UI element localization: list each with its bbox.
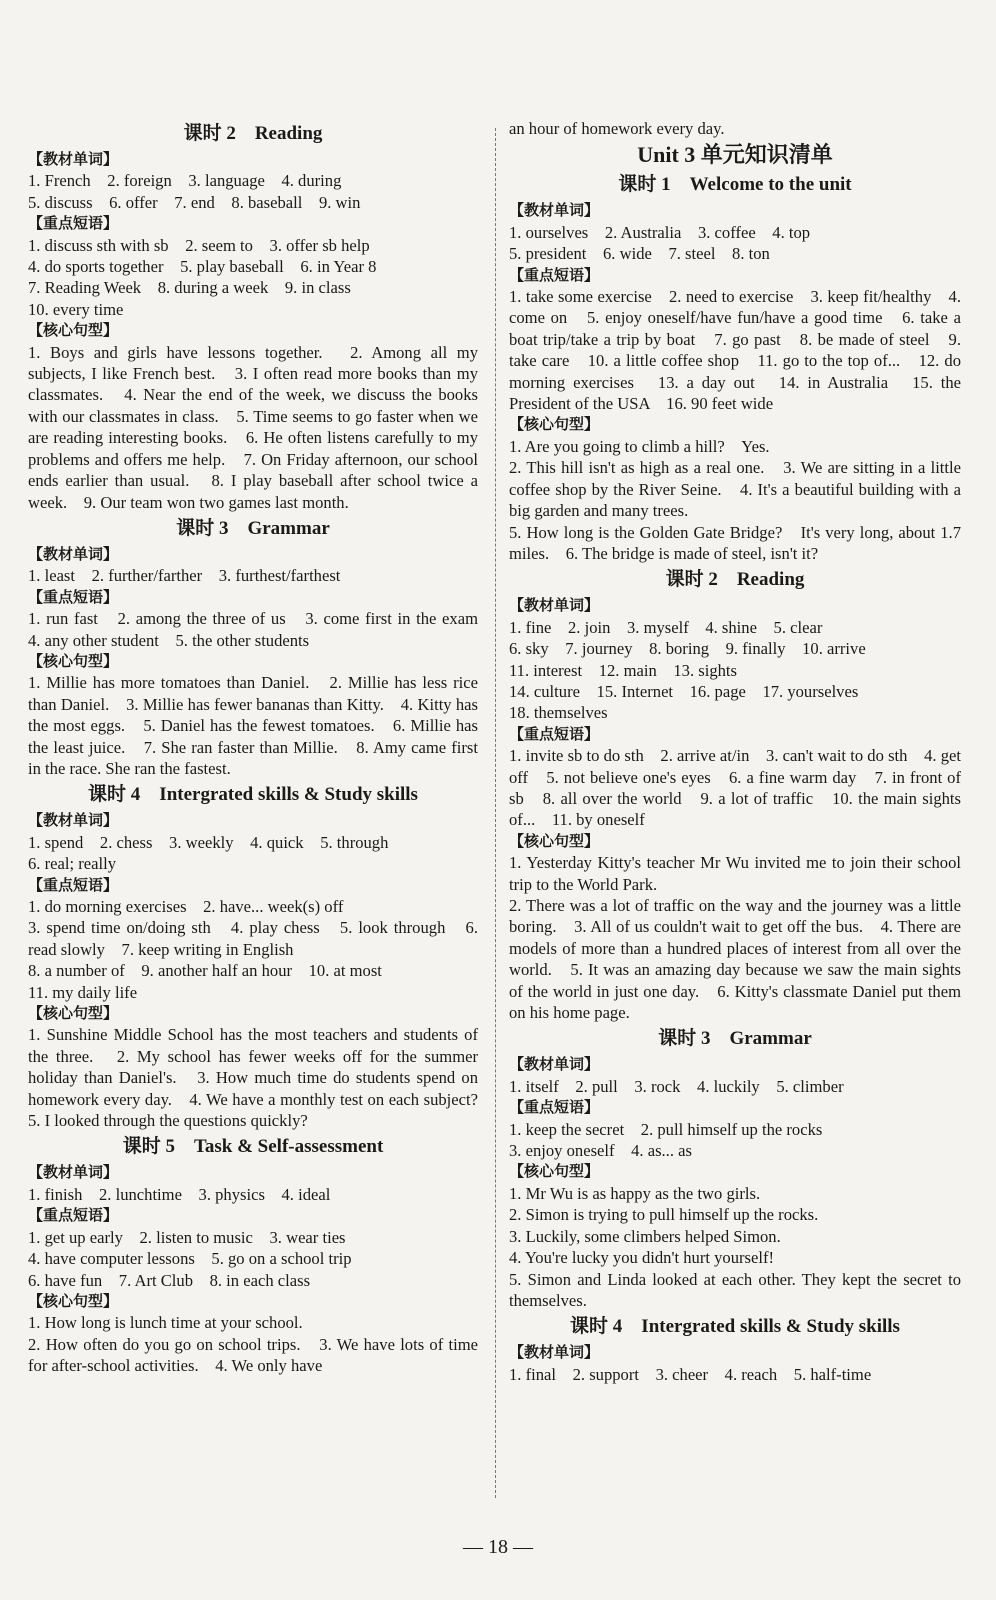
lesson-heading: 课时 3 Grammar xyxy=(658,1028,812,1050)
section-label: 【重点短语】 xyxy=(28,214,119,233)
text-line: 11. interest 12. main 13. sights xyxy=(509,660,737,680)
text-line: 3. enjoy oneself 4. as... as xyxy=(509,1141,692,1161)
text-line: 1. itself 2. pull 3. rock 4. luckily 5. climber xyxy=(509,1076,844,1096)
section-label: 【教材单词】 xyxy=(509,1055,600,1074)
left-column xyxy=(28,118,495,1377)
text-line: 5. How long is the Golden Gate Bridge? It's very long, about 1.7 miles. 6. The bridge is made of steel, isn't it? xyxy=(509,522,961,563)
text-line: 5. president 6. wide 7. steel 8. ton xyxy=(509,244,770,264)
section-label: 【教材单词】 xyxy=(28,150,119,168)
text-line: 1. Millie has more tomatoes than Daniel. 2. Millie has less rice than Daniel. 3. Millie has fewer bananas than Kitty. 4. Kitty has the most eggs. 5. Daniel has the fewest tomatoes. 6. Millie has the least juice. 7. She ran faster than Millie. 8. Amy came first in the race. She ran the fastest. xyxy=(28,673,478,778)
text-line: 1. final 2. support 3. cheer 4. reach 5. half-time xyxy=(509,1364,872,1384)
page-number: — 18 — xyxy=(463,1536,533,1558)
text-line: 4. do sports together 5. play baseball 6. in Year 8 xyxy=(28,257,377,277)
section-label: 【重点短语】 xyxy=(28,875,119,894)
text-line: 1. Yesterday Kitty's teacher Mr Wu invited me to join their school trip to the World Park. xyxy=(509,853,961,894)
section-label: 【重点短语】 xyxy=(509,1098,600,1117)
text-line: 8. a number of 9. another half an hour 10. at most xyxy=(28,961,382,981)
text-line: an hour of homework every day. xyxy=(509,119,725,138)
text-line: 6. have fun 7. Art Club 8. in each class xyxy=(28,1270,311,1290)
text-line: 1. run fast 2. among the three of us 3. come first in the exam 4. any other student 5. the other students xyxy=(28,609,495,650)
lesson-heading: 课时 2 Reading xyxy=(183,123,323,144)
text-line: 1. do morning exercises 2. have... week(s) off xyxy=(28,897,344,916)
section-label: 【重点短语】 xyxy=(509,265,600,284)
text-line: 1. Sunshine Middle School has the most teachers and students of the three. 2. My school has fewer weeks off for the summer holiday than Daniel's. 3. How much time do students spend on homework every day. 4. We have a monthly test on each subject? 5. I looked through the questions quickly? xyxy=(28,1025,495,1131)
section-label: 【教材单词】 xyxy=(509,596,600,615)
section-label: 【核心句型】 xyxy=(28,651,119,670)
text-line: 14. culture 15. Internet 16. page 17. yourselves xyxy=(509,681,859,701)
text-line: 1. take some exercise 2. need to exercise 3. keep fit/healthy 4. come on 5. enjoy oneself/have fun/have a good time 6. take a boat trip/take a trip by boat 7. go past 8. be made of steel 9. take care 10. a little coffee shop 11. go to the top of... 12. do morning exercises 13. a day out 14. in Australia 15. the President of the USA 16. 90 feet wide xyxy=(509,287,961,414)
text-line: 2. Simon is trying to pull himself up the rocks. xyxy=(509,1205,819,1225)
text-line: 5. discuss 6. offer 7. end 8. baseball 9. win xyxy=(28,192,361,212)
text-line: 7. Reading Week 8. during a week 9. in class xyxy=(28,278,351,298)
text-line: 6. real; really xyxy=(28,854,116,874)
text-line: 1. Mr Wu is as happy as the two girls. xyxy=(509,1183,761,1203)
text-line: 1. least 2. further/farther 3. furthest/farthest xyxy=(28,566,341,586)
text-line: 1. get up early 2. listen to music 3. wear ties xyxy=(28,1227,346,1247)
section-label: 【重点短语】 xyxy=(28,587,119,606)
text-line: 1. How long is lunch time at your school. xyxy=(28,1313,303,1333)
text-line: 4. You're lucky you didn't hurt yourself! xyxy=(509,1248,775,1268)
section-label: 【核心句型】 xyxy=(509,1162,600,1181)
text-line: 6. sky 7. journey 8. boring 9. finally 10. arrive xyxy=(509,639,866,659)
text-line: 1. discuss sth with sb 2. seem to 3. offer sb help xyxy=(28,235,370,255)
text-line: 2. How often do you go on school trips. 3. We have lots of time for after-school activities. 4. We only have xyxy=(28,1334,478,1376)
lesson-heading: 课时 4 Intergrated skills & Study skills xyxy=(88,784,418,806)
lesson-heading: 课时 2 Reading xyxy=(665,569,805,591)
text-line: 4. have computer lessons 5. go on a school trip xyxy=(28,1249,352,1269)
text-line: 1. invite sb to do sth 2. arrive at/in 3. can't wait to do sth 4. get off 5. not believe one's eyes 6. a fine warm day 7. in front of sb 8. all over the world 9. a lot of traffic 10. the main sights of... 11. by oneself xyxy=(509,746,961,830)
lesson-heading: 课时 3 Grammar xyxy=(176,517,330,539)
text-line: 11. my daily life xyxy=(28,982,138,1002)
section-label: 【教材单词】 xyxy=(28,544,119,563)
text-line: 1. French 2. foreign 3. language 4. during xyxy=(28,171,342,191)
lesson-heading: 课时 1 Welcome to the unit xyxy=(618,174,852,196)
text-line: 1. spend 2. chess 3. weekly 4. quick 5. through xyxy=(28,832,389,852)
section-label: 【教材单词】 xyxy=(28,811,119,830)
section-label: 【重点短语】 xyxy=(28,1206,119,1225)
text-line: 18. themselves xyxy=(509,703,608,723)
text-line: 2. This hill isn't as high as a real one. 3. We are sitting in a little coffee shop by the River Seine. 4. It's a beautiful building with a big garden and many trees. xyxy=(509,458,961,521)
section-label: 【核心句型】 xyxy=(28,321,119,340)
section-label: 【重点短语】 xyxy=(509,724,600,743)
right-column xyxy=(509,118,961,1385)
lesson-heading: 课时 5 Task & Self-assessment xyxy=(122,1136,384,1158)
text-line: 1. ourselves 2. Australia 3. coffee 4. top xyxy=(509,222,811,242)
text-line: 1. keep the secret 2. pull himself up the rocks xyxy=(509,1119,823,1139)
section-label: 【核心句型】 xyxy=(509,831,600,850)
text-line: 10. every time xyxy=(28,299,124,319)
column-divider xyxy=(495,128,496,1498)
text-line: 2. There was a lot of traffic on the way and the journey was a little boring. 3. All of us couldn't wait to get off the bus. 4. There are models of more than a hundred places of interest from all over the world. 5. It was an amazing day because we saw the main sights of the world in just one day. 6. Kitty's classmate Daniel put them on his home page. xyxy=(509,896,961,1023)
section-label: 【核心句型】 xyxy=(509,415,600,434)
text-line: 5. Simon and Linda looked at each other. They kept the secret to themselves. xyxy=(509,1269,961,1310)
unit-title: Unit 3 单元知识清单 xyxy=(637,142,833,168)
text-line: 1. Are you going to climb a hill? Yes. xyxy=(509,436,770,456)
section-label: 【核心句型】 xyxy=(28,1291,119,1310)
text-line: 1. Boys and girls have lessons together. 2. Among all my subjects, I like French best. 3. I often read more books than my classmates. 4. Near the end of the week, we discuss the books with our classmates in class. 5. Time seems to go faster when we are reading interesting books. 6. He often listens carefully to my problems and offers me help. 7. On Friday afternoon, our school ends earlier than usual. 8. I play baseball after school twice a week. 9. Our team won two games last month. xyxy=(28,342,478,512)
text-line: 3. Luckily, some climbers helped Simon. xyxy=(509,1226,781,1246)
section-label: 【教材单词】 xyxy=(509,201,600,220)
section-label: 【教材单词】 xyxy=(509,1343,600,1362)
section-label: 【教材单词】 xyxy=(28,1163,119,1182)
text-line: 1. finish 2. lunchtime 3. physics 4. ideal xyxy=(28,1184,331,1204)
text-line: 1. fine 2. join 3. myself 4. shine 5. clear xyxy=(509,617,823,637)
text-line: 3. spend time on/doing sth 4. play chess 5. look through 6. read slowly 7. keep writing in English xyxy=(28,918,478,959)
lesson-heading: 课时 4 Intergrated skills & Study skills xyxy=(570,1316,900,1338)
section-label: 【核心句型】 xyxy=(28,1004,119,1023)
